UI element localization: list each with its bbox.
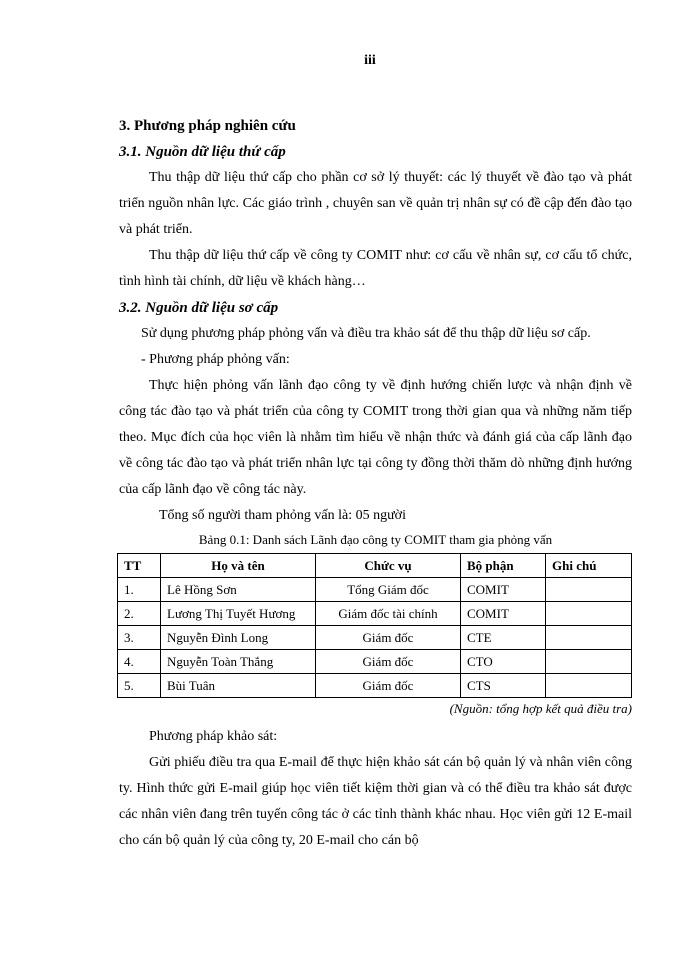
table-row xyxy=(118,626,632,650)
page-content xyxy=(119,113,632,854)
table-cell: 1. xyxy=(118,578,161,602)
table-cell: CTO xyxy=(461,650,546,674)
table-cell: CTS xyxy=(461,674,546,698)
header-cell: Họ và tên xyxy=(161,554,316,578)
table-cell: 5. xyxy=(118,674,161,698)
table-row xyxy=(118,578,632,602)
table-cell: 2. xyxy=(118,602,161,626)
section-title: 3. Phương pháp nghiên cứu xyxy=(119,118,296,134)
paragraph: Gửi phiếu điều tra qua E-mail để thực hiện khảo sát cán bộ quản lý và nhân viên công ty. Hình thức gửi E-mail giúp học viên tiết kiệm thời gian và có thể điều tra khảo sát được các nhân viên đang trên tuyến công tác ở các tỉnh thành khác nhau. Học viên gửi 12 E-mail cho cán bộ quản lý của công ty, 20 E-mail cho cán bộ xyxy=(119,755,632,848)
table-cell xyxy=(546,674,632,698)
table-cell: Nguyễn Toàn Thắng xyxy=(161,650,316,674)
paragraph: Thực hiện phỏng vấn lãnh đạo công ty về định hướng chiến lược và nhận định về công tác đào tạo và phát triển của công ty COMIT trong thời gian qua và những năm tiếp theo. Mục đích của học viên là nhằm tìm hiểu về nhận thức và đánh giá của cấp lãnh đạo về công tác đào tạo và phát triển nhân lực tại công ty đồng thời thăm dò những định hướng của cấp lãnh đạo về công tác này. xyxy=(119,378,632,497)
table-caption: Bảng 0.1: Danh sách Lãnh đạo công ty COMIT tham gia phỏng vấn xyxy=(198,532,553,547)
header-cell: Bộ phận xyxy=(461,554,546,578)
paragraph: Sử dụng phương pháp phỏng vấn và điều tra khảo sát để thu thập dữ liệu sơ cấp. xyxy=(141,326,591,341)
table-row xyxy=(118,602,632,626)
table-cell: Giám đốc tài chính xyxy=(316,602,461,626)
table-cell xyxy=(546,578,632,602)
table-row xyxy=(118,674,632,698)
table-cell xyxy=(546,602,632,626)
paragraph: Thu thập dữ liệu thứ cấp về công ty COMIT như: cơ cấu về nhân sự, cơ cấu tổ chức, tình hình tài chính, dữ liệu về khách hàng… xyxy=(119,248,632,289)
table-cell: Bùi Tuân xyxy=(161,674,316,698)
table-cell: Tổng Giám đốc xyxy=(316,578,461,602)
table-header-row xyxy=(118,554,632,578)
table-cell xyxy=(546,626,632,650)
table-cell: 3. xyxy=(118,626,161,650)
paragraph: Thu thập dữ liệu thứ cấp cho phần cơ sở lý thuyết: các lý thuyết về đào tạo và phát triển nguồn nhân lực. Các giáo trình , chuyên san về quản trị nhân sự có đề cập đến đào tạo và phát triển. xyxy=(119,170,632,237)
paragraph: Tổng số người tham phỏng vấn là: 05 người xyxy=(159,508,406,523)
header-cell: Chức vụ xyxy=(316,554,461,578)
table-cell: COMIT xyxy=(461,578,546,602)
table-cell: Nguyễn Đình Long xyxy=(161,626,316,650)
paragraph: Phương pháp khảo sát: xyxy=(149,729,278,744)
page-number: iii xyxy=(364,53,376,68)
paragraph: - Phương pháp phỏng vấn: xyxy=(141,352,290,367)
table-cell: 4. xyxy=(118,650,161,674)
table-cell xyxy=(546,650,632,674)
leaders-table xyxy=(117,553,632,698)
table-cell: Lương Thị Tuyết Hương xyxy=(161,602,316,626)
table-source-note: (Nguồn: tổng hợp kết quả điều tra) xyxy=(449,701,632,716)
subsection-title-secondary-data: 3.1. Nguồn dữ liệu thứ cấp xyxy=(119,144,286,160)
table-cell: Giám đốc xyxy=(316,674,461,698)
table-cell: Lê Hồng Sơn xyxy=(161,578,316,602)
subsection-title-primary-data: 3.2. Nguồn dữ liệu sơ cấp xyxy=(119,300,279,316)
header-cell: Ghi chú xyxy=(546,554,632,578)
table-cell: Giám đốc xyxy=(316,626,461,650)
header-cell: TT xyxy=(118,554,161,578)
table-cell: COMIT xyxy=(461,602,546,626)
table-row xyxy=(118,650,632,674)
table-cell: Giám đốc xyxy=(316,650,461,674)
table-cell: CTE xyxy=(461,626,546,650)
